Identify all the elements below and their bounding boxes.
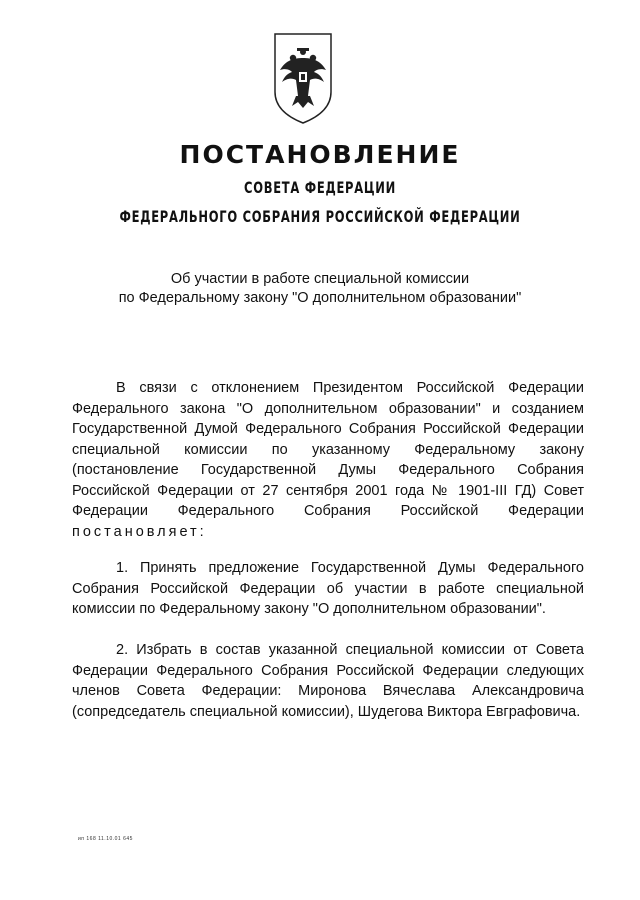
- double-headed-eagle-icon: [272, 30, 334, 126]
- subject-line-1: Об участии в работе специальной комиссии: [170, 271, 470, 287]
- item-1-text: 1. Принять предложение Государственной Думы Федерального Собрания Российской Федерации об участии в работе специальной комиссии по Федеральному закону "О дополнительном образовании".: [72, 560, 584, 617]
- item-2-text: 2. Избрать в состав указанной специальной комиссии от Совета Федерации Федерального Собрания Российской Федерации следующих членов Совета Федерации: Миронова Вячеслава Александровича (сопредседатель специальной комиссии), Шудегова Виктора Евграфовича.: [72, 642, 584, 720]
- resolves-word: постановляет:: [72, 523, 207, 540]
- preamble-text: В связи с отклонением Президентом Российской Федерации Федерального закона "О дополнительном образовании" и созданием Государственной Думой Федерального Собрания Российской Федерации специальной комиссии по указанному Федеральному закону (постановление Государственной Думы Федерального Собрания Российской Федерации от 27 сентября 2001 года № 1901-III ГД) Совет Федерации Федерального Собрания Российской Федерации: [72, 380, 584, 519]
- item-2-paragraph: [72, 640, 584, 722]
- coat-of-arms-emblem: [272, 30, 334, 126]
- document-subject: [0, 270, 640, 308]
- issuer-line-2: ФЕДЕРАЛЬНОГО СОБРАНИЯ РОССИЙСКОЙ ФЕДЕРАЦИИ: [119, 207, 521, 226]
- subject-line-2: по Федеральному закону "О дополнительном образовании": [118, 290, 522, 306]
- item-1-paragraph: [72, 558, 584, 620]
- issuer-line-1: СОВЕТА ФЕДЕРАЦИИ: [244, 178, 396, 197]
- preamble-paragraph: [72, 378, 584, 542]
- document-title: ПОСТАНОВЛЕНИЕ: [179, 140, 461, 169]
- footer-code: ип 168 11.10.01 645: [78, 836, 133, 842]
